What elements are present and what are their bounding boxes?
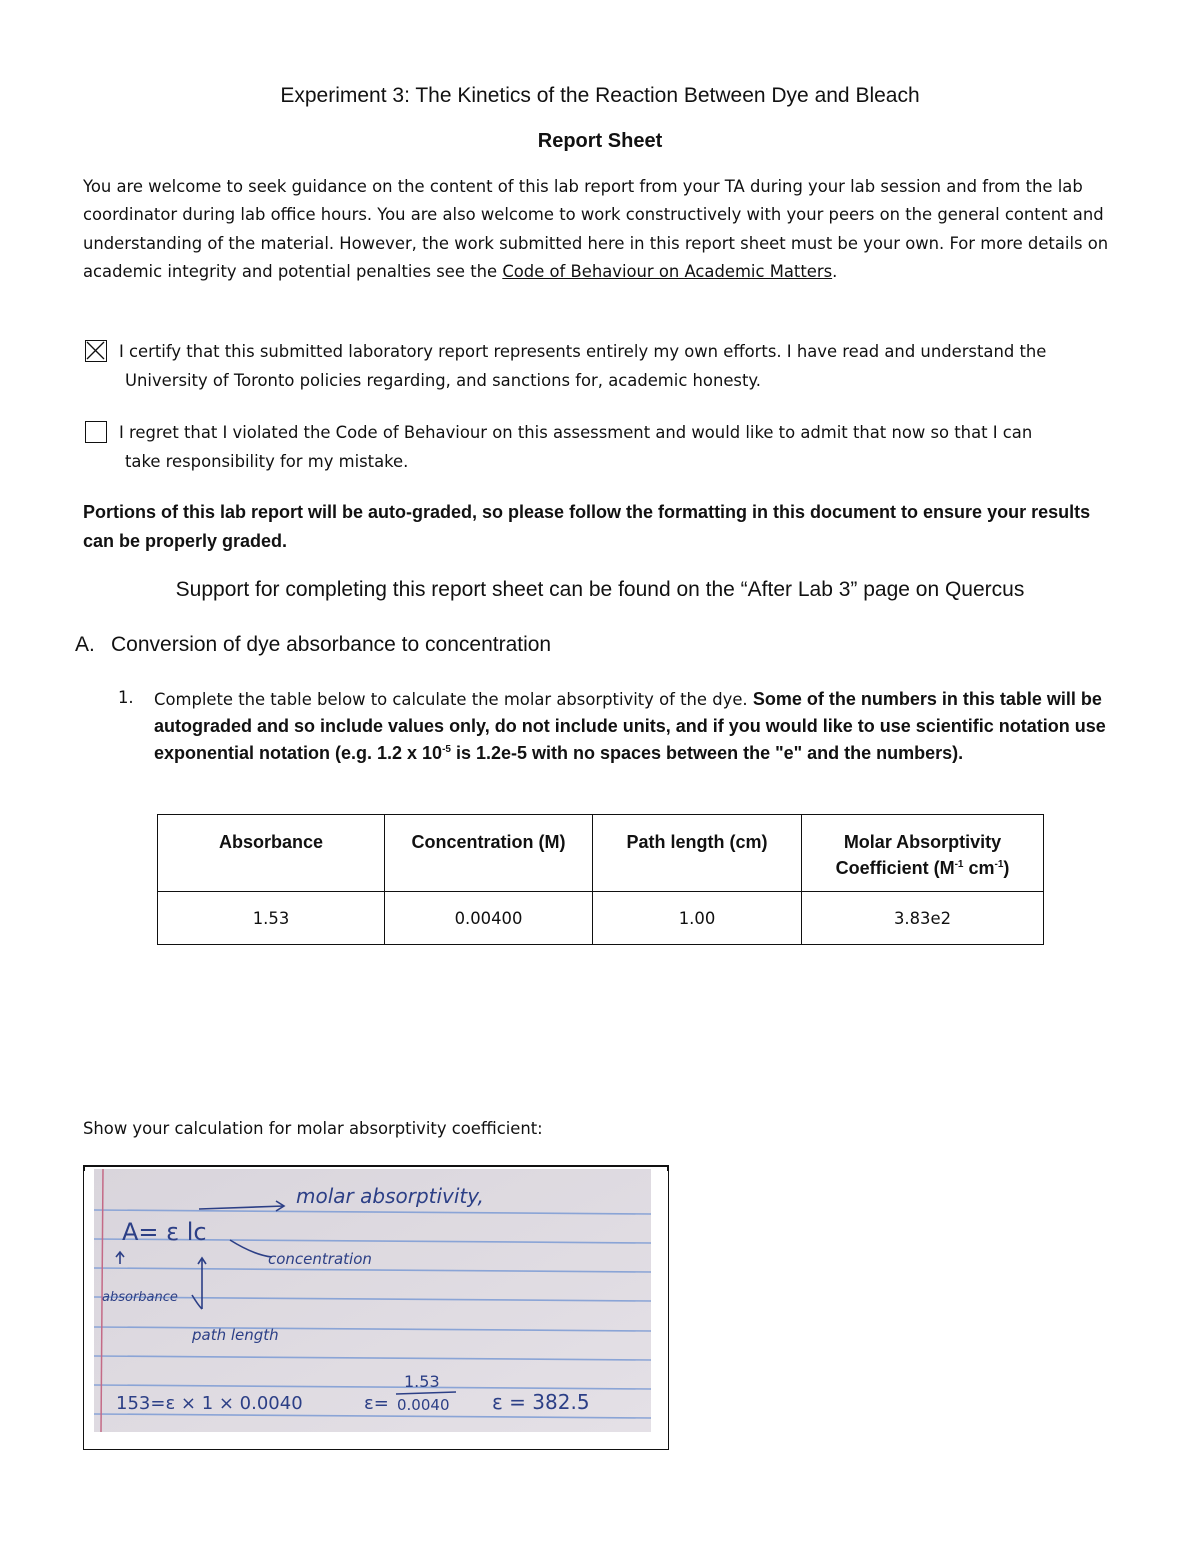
question-number: 1. <box>118 688 134 707</box>
question-1-text <box>154 686 1114 767</box>
regret-line-1: I regret that I violated the Code of Behaviour on this assessment and would like to admit that now so that I can <box>119 423 1033 442</box>
table-row <box>158 892 1044 945</box>
table-header-row <box>158 815 1044 892</box>
intro-end: . <box>832 261 838 281</box>
cell-path-length[interactable]: 1.00 <box>593 892 802 945</box>
handwritten-denominator: 0.0040 <box>397 1396 450 1414</box>
question-format-note: Some of the numbers in this table will be autograded and so include values only, do not include units, and if you would like to use scientific notation use exponential notation (e.g. 1.2 x $10^{-5}$ is 1.2e-5 with no spaces between the "e" and the numbers). <box>154 689 1106 763</box>
calculation-label: Show your calculation for molar absorptivity coefficient: <box>83 1119 543 1138</box>
handwritten-absorbance-label: absorbance <box>102 1290 178 1305</box>
header-absorbance: Absorbance <box>158 815 385 892</box>
question-instruction: Complete the table below to calculate the molar absorptivity of the dye. <box>154 690 753 709</box>
regret-statement <box>119 419 1119 476</box>
section-a-heading <box>75 633 551 657</box>
support-note: Support for completing this report sheet can be found on the “After Lab 3” page on Quercus <box>175 578 1025 601</box>
autograde-note: Portions of this lab report will be auto-graded, so please follow the formatting in this document to ensure your results can be properly graded. <box>83 502 1091 551</box>
code-of-behaviour-link[interactable]: Code of Behaviour on Academic Matters <box>502 261 833 281</box>
certify-line-1: I certify that this submitted laboratory report represents entirely my own efforts. I have read and understand the <box>119 342 1047 361</box>
header-concentration: Concentration (M) <box>385 815 593 892</box>
section-title: Conversion of dye absorbance to concentration <box>111 633 552 656</box>
handwritten-equation: 153=ε × 1 × 0.0040 <box>116 1393 303 1414</box>
certify-statement <box>119 338 1119 395</box>
header-path-length: Path length (cm) <box>593 815 802 892</box>
handwritten-numerator: 1.53 <box>404 1372 440 1391</box>
header-molar-absorptivity: Molar Absorptivity Coefficient ($M^{-1}$ $cm^{-1}$) <box>802 815 1044 892</box>
absorptivity-table <box>157 814 1044 945</box>
cell-molar-absorptivity[interactable]: 3.83e2 <box>802 892 1044 945</box>
handwritten-formula: A= ε lc <box>122 1218 207 1246</box>
answer-box-top-rule <box>83 1165 669 1167</box>
checkbox-x-icon <box>86 341 105 360</box>
handwritten-path-label: path length <box>192 1326 279 1344</box>
regret-line-2: take responsibility for my mistake. <box>125 451 409 471</box>
handwritten-concentration-label: concentration <box>268 1250 372 1268</box>
cell-absorbance[interactable]: 1.53 <box>158 892 385 945</box>
document-title: Experiment 3: The Kinetics of the Reaction Between Dye and Bleach <box>280 84 920 107</box>
intro-paragraph <box>83 173 1123 286</box>
cell-concentration[interactable]: 0.00400 <box>385 892 593 945</box>
section-letter: A. <box>75 633 95 656</box>
handwritten-molar-label: molar absorptivity, <box>296 1184 484 1208</box>
intro-text: You are welcome to seek guidance on the content of this lab report from your TA during your lab session and from the lab coordinator during lab office hours. You are also welcome to work constructively with your peers on the general content and understanding of the material. However, the work submitted here in this report sheet must be your own. For more details on academic integrity and potential penalties see the <box>83 177 1109 281</box>
certify-line-2: University of Toronto policies regarding, and sanctions for, academic honesty. <box>125 370 761 390</box>
regret-checkbox[interactable] <box>85 421 107 443</box>
certify-checkbox[interactable] <box>85 340 107 362</box>
handwritten-epsilon-equals: ε= <box>364 1393 389 1414</box>
handwritten-calculation-photo <box>94 1169 651 1432</box>
handwritten-result: ε = 382.5 <box>492 1390 590 1414</box>
report-sheet-subtitle: Report Sheet <box>537 130 663 152</box>
